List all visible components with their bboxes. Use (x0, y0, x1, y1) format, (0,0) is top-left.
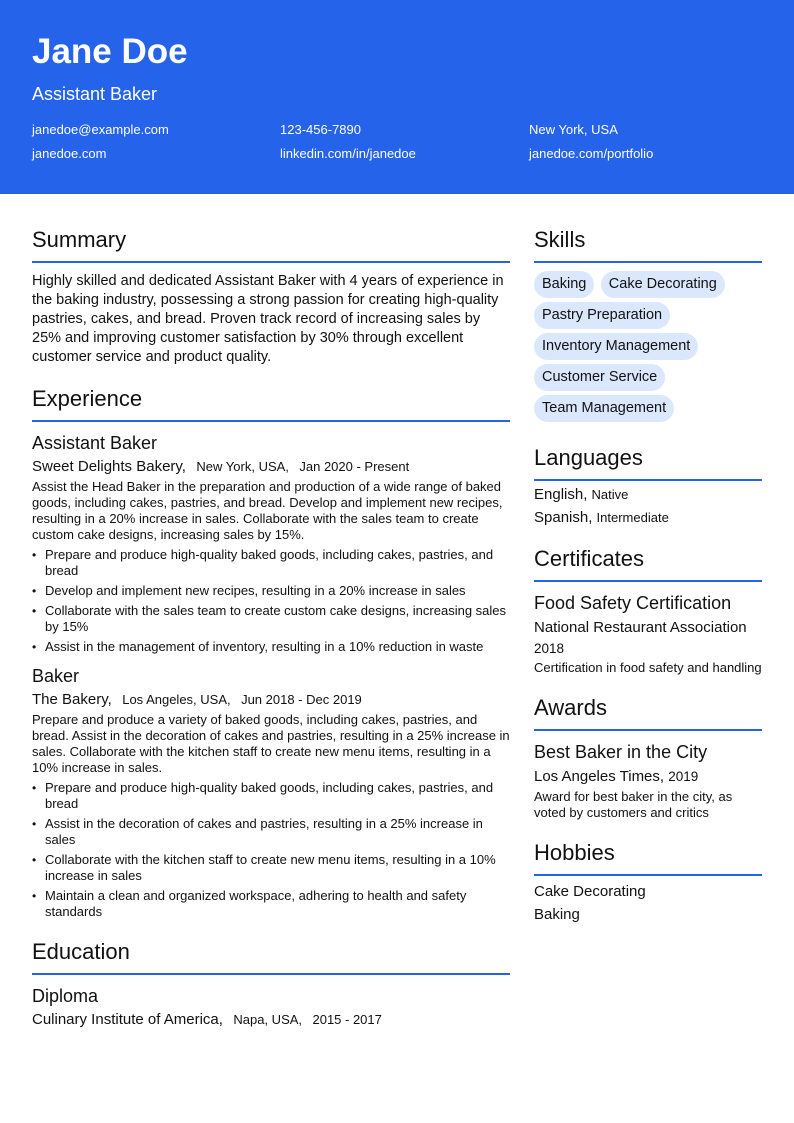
hobbies-heading: Hobbies (534, 839, 762, 876)
job-bullet: • Collaborate with the kitchen staff to create new menu items, resulting in a 10% increase in sales (32, 852, 510, 884)
awards-heading: Awards (534, 694, 762, 731)
job-bullet: • Assist in the decoration of cakes and pastries, resulting in a 25% increase in sales (32, 816, 510, 848)
skill-chip: Baking (534, 271, 594, 298)
experience-section (32, 385, 510, 920)
hobby-item: Baking (534, 906, 580, 923)
job-description: Assist the Head Baker in the preparation and production of a wide range of baked goods, including cakes, pastries, and bread. Develop and implement new recipes, resulting in a 20% increase in sales. Collaborate with the sales team to create custom cake designs, increasing sales by 15%. (32, 479, 503, 542)
candidate-name: Jane Doe (32, 32, 188, 71)
education-degree: Diploma (32, 986, 99, 1006)
job-description: Prepare and produce a variety of baked goods, including cakes, pastries, and bread. Assist in the decoration of cakes and pastries, resulting in a 25% increase in sales. Collaborate with the kitchen staff to create new menu items, resulting in a 10% increase in sales. (32, 712, 510, 775)
job-bullets (32, 780, 510, 920)
languages-section (534, 444, 762, 527)
job-line (32, 457, 510, 477)
job-line (32, 690, 510, 710)
certificate-name: Food Safety Certification (534, 593, 732, 613)
award-year: 2019 (668, 769, 699, 784)
certificate-year: 2018 (534, 641, 565, 656)
contact-linkedin[interactable]: linkedin.com/in/janedoe (280, 146, 416, 161)
language-name: Spanish, (534, 509, 593, 526)
job-company: Sweet Delights Bakery, (32, 458, 186, 475)
summary-heading: Summary (32, 226, 510, 263)
certificates-heading: Certificates (534, 545, 762, 582)
job-company: The Bakery, (32, 691, 112, 708)
languages-heading: Languages (534, 444, 762, 481)
certificate-description: Certification in food safety and handling (534, 660, 762, 675)
award-name: Best Baker in the City (534, 742, 708, 762)
job-bullet: • Prepare and produce high-quality baked goods, including cakes, pastries, and bread (32, 780, 510, 812)
job-dates: Jan 2020 - Present (299, 459, 410, 474)
contact-portfolio[interactable]: janedoe.com/portfolio (529, 146, 654, 161)
contact-website[interactable]: janedoe.com (32, 146, 107, 161)
job-position: Baker (32, 666, 80, 686)
skills-list (534, 271, 762, 426)
skill-chip: Team Management (534, 395, 674, 422)
skill-chip: Inventory Management (534, 333, 698, 360)
skills-section (534, 226, 762, 426)
job-bullet: • Collaborate with the sales team to create custom cake designs, increasing sales by 15% (32, 603, 510, 635)
job-location: Los Angeles, USA, (122, 692, 231, 707)
contact-email[interactable]: janedoe@example.com (32, 122, 169, 137)
language-item (534, 508, 762, 527)
summary-text: Highly skilled and dedicated Assistant Baker with 4 years of experience in the baking industry, possessing a strong passion for creating high-quality pastries, cakes, and bread. Proven track record of increasing sales by 25% and improving customer satisfaction by 30% through excellent customer service and product quality. (32, 273, 504, 365)
skills-heading: Skills (534, 226, 762, 263)
language-item (534, 485, 762, 504)
award-description: Award for best baker in the city, as voted by customers and critics (534, 789, 733, 820)
job-bullet: • Prepare and produce high-quality baked goods, including cakes, pastries, and bread (32, 547, 510, 579)
education-school: Culinary Institute of America, (32, 1011, 223, 1028)
hobby-item: Cake Decorating (534, 883, 646, 900)
education-line (32, 1010, 510, 1030)
candidate-headline: Assistant Baker (32, 84, 158, 104)
awards-section (534, 694, 762, 821)
award-issuer: Los Angeles Times, (534, 768, 665, 785)
contact-phone[interactable]: 123-456-7890 (280, 122, 361, 137)
award-line (534, 767, 762, 786)
contact-location: New York, USA (529, 122, 618, 137)
skill-chip: Pastry Preparation (534, 302, 670, 329)
job-dates: Jun 2018 - Dec 2019 (241, 692, 362, 707)
job-bullet: • Maintain a clean and organized workspace, adhering to health and safety standards (32, 888, 510, 920)
experience-entry (32, 432, 510, 655)
experience-entry (32, 665, 510, 920)
job-location: New York, USA, (196, 459, 289, 474)
education-location: Napa, USA, (233, 1012, 303, 1027)
education-dates: 2015 - 2017 (312, 1012, 382, 1027)
skill-chip: Customer Service (534, 364, 665, 391)
job-position: Assistant Baker (32, 433, 158, 453)
experience-heading: Experience (32, 385, 510, 422)
summary-section (32, 226, 510, 367)
language-level: Native (591, 487, 629, 502)
skill-chip: Cake Decorating (601, 271, 725, 298)
education-heading: Education (32, 938, 510, 975)
hobbies-section (534, 839, 762, 924)
certificates-section (534, 545, 762, 676)
side-column (534, 226, 762, 924)
resume-header (0, 0, 794, 194)
job-bullet: • Assist in the management of inventory, resulting in a 10% reduction in waste (32, 639, 510, 655)
job-bullets (32, 547, 510, 655)
certificate-issuer: National Restaurant Association (534, 619, 747, 636)
language-name: English, (534, 486, 588, 503)
job-bullet: • Develop and implement new recipes, resulting in a 20% increase in sales (32, 583, 510, 599)
education-section (32, 938, 510, 1030)
language-level: Intermediate (596, 510, 669, 525)
main-column (32, 226, 510, 1030)
hobbies-list (534, 882, 762, 924)
